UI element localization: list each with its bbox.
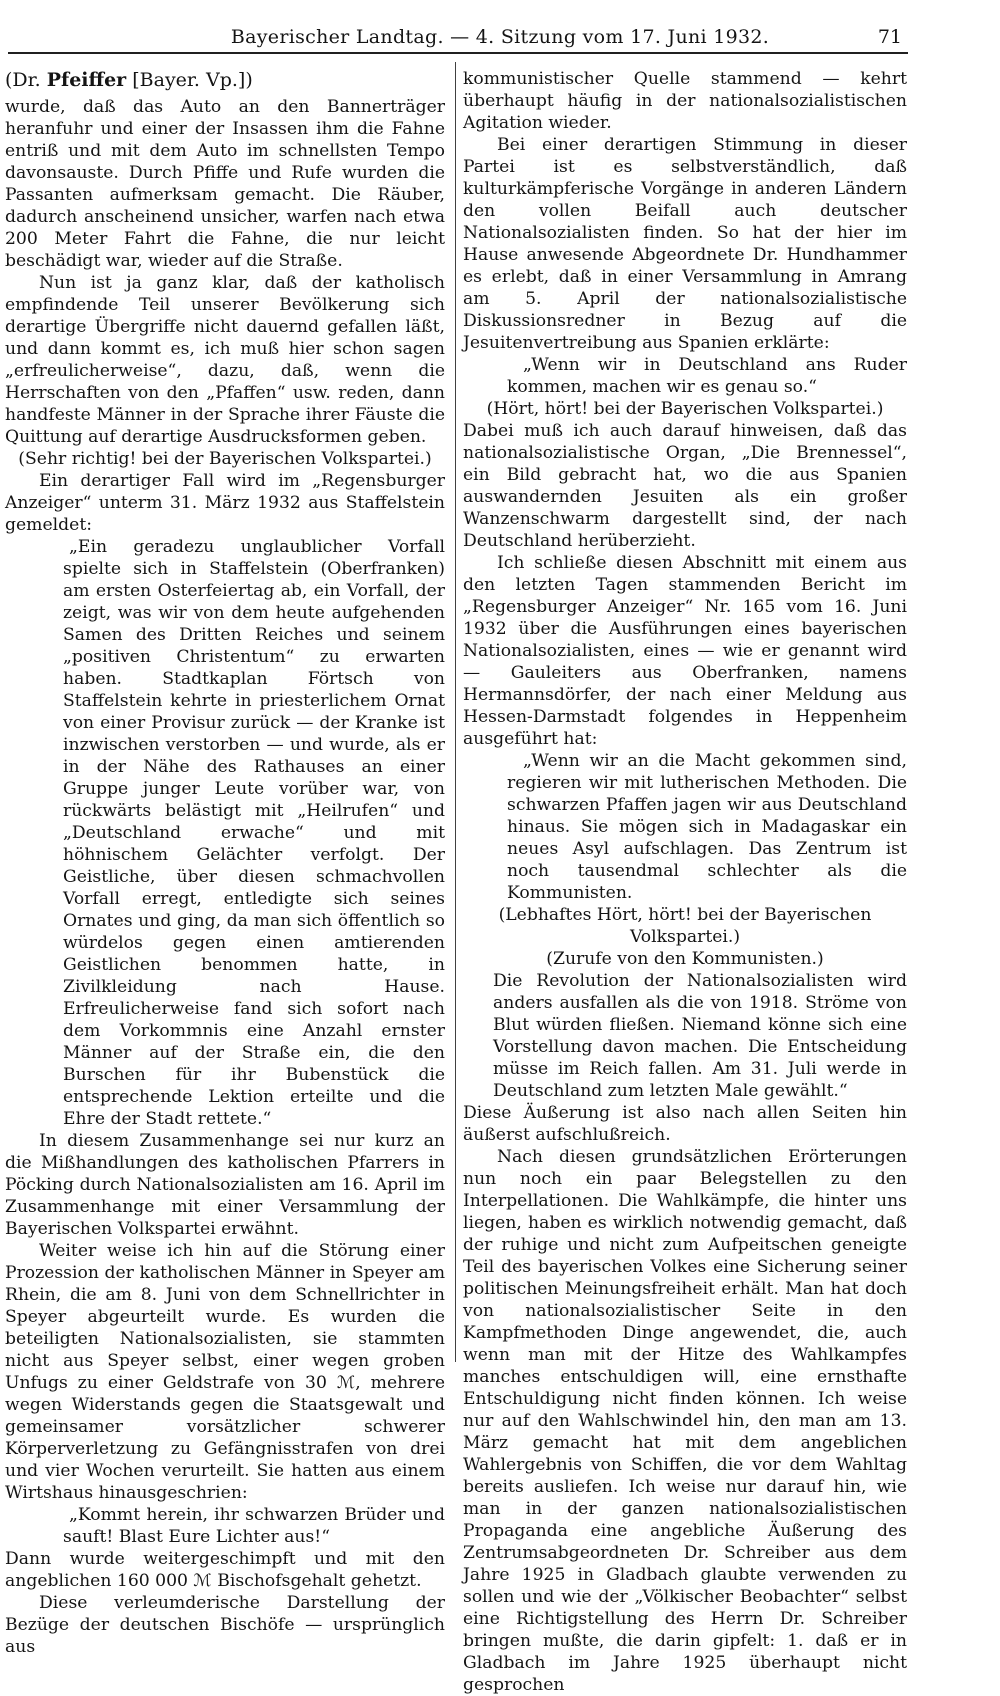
interjection: (Sehr richtig! bei der Bayerischen Volkspartei.) bbox=[18, 449, 432, 469]
paragraph: In diesem Zusammenhange sei nur kurz an die Mißhandlungen des katholischen Pfarrers in Pöcking durch Nationalsozialisten am 16. April im Zusammenhange mit einer Versammlung der Bayerischen Volkspartei erwähnt. bbox=[5, 1131, 445, 1239]
quotation: „Wenn wir an die Macht gekommen sind, regieren wir mit lutherischen Methoden. Die schwarzen Pfaffen jagen wir aus Deutschland hinaus. Sie mögen sich in Madagaskar ein neues Asyl aufschlagen. Das Zentrum ist noch tausendmal schlechter als die Kommunisten. bbox=[507, 751, 907, 903]
paragraph: Ich schließe diesen Abschnitt mit einem aus den letzten Tagen stammenden Bericht im „Regensburger Anzeiger“ Nr. 165 vom 16. Juni 1932 über die Ausführungen eines bayerischen Nationalsozialisten, eines — wie er genannt wird — Gauleiters aus Oberfranken, namens Hermannsdörfer, der nach einer Meldung aus Hessen-Darmstadt folgendes in Heppenheim ausgeführt hat: bbox=[463, 553, 907, 749]
paragraph: Dabei muß ich auch darauf hinweisen, daß das nationalsozialistische Organ, „Die Brennessel“, ein Bild gebracht hat, wo die aus Spanien auswandernden Jesuiten als ein großer Wanzenschwarm dargestellt sind, der nach Deutschland herüberzieht. bbox=[463, 421, 907, 551]
speaker-party: [Bayer. Vp.]) bbox=[132, 69, 253, 91]
interjection: (Lebhaftes Hört, hört! bei der Bayerischen Volkspartei.) bbox=[498, 905, 872, 947]
paragraph: wurde, daß das Auto an den Bannerträger heranfuhr und einer der Insassen ihm die Fahne entriß und mit dem Auto im schnellsten Tempo davonsauste. Durch Pfiffe und Rufe wurden die Passanten aufmerksam gemacht. Die Räuber, dadurch anscheinend unsicher, warfen nach etwa 200 Meter Fahrt die Fahne, die nur leicht beschädigt war, wieder auf die Straße. bbox=[5, 97, 445, 271]
paragraph: Weiter weise ich hin auf die Störung einer Prozession der katholischen Männer in Speyer am Rhein, die am 8. Juni von dem Schnellrichter in Speyer abgeurteilt wurde. Es wurden die beteiligten Nationalsozialisten, sie stammten nicht aus Speyer selbst, einer wegen groben Unfugs zu einer Geldstrafe von 30 ℳ, mehrere wegen Widerstands gegen die Staatsgewalt und gemeinsamer vorsätzlicher schwerer Körperverletzung zu Gefängnisstrafen von drei und vier Wochen verurteilt. Sie hatten aus einem Wirtshaus hinausgeschrien: bbox=[5, 1241, 445, 1503]
header-rule bbox=[8, 52, 908, 54]
interjection: (Zurufe von den Kommunisten.) bbox=[546, 949, 824, 969]
column-divider bbox=[455, 62, 456, 1362]
paragraph: Diese Äußerung ist also nach allen Seiten hin äußerst aufschlußreich. bbox=[463, 1103, 907, 1145]
quotation: „Kommt herein, ihr schwarzen Brüder und sauft! Blast Eure Lichter aus!“ bbox=[63, 1505, 445, 1547]
interjection: (Hört, hört! bei der Bayerischen Volkspartei.) bbox=[486, 399, 884, 419]
quotation: „Ein geradezu unglaublicher Vorfall spielte sich in Staffelstein (Oberfranken) am ersten Osterfeiertag ab, ein Vorfall, der zeigt, was wir von dem heute aufgehenden Samen des Dritten Reiches und seinem „positiven Christentum“ zu erwarten haben. Stadtkaplan Förtsch von Staffelstein kehrte in priesterlichem Ornat von einer Provisur zurück — der Kranke ist inzwischen verstorben — und wurde, als er in der Nähe des Rathauses an einer Gruppe junger Leute vorüber war, von rückwärts belästigt mit „Heilrufen“ und „Deutschland erwache“ und mit höhnischem Gelächter verfolgt. Der Geistliche, über diesen schmachvollen Vorfall erregt, entledigte sich seines Ornates und ging, da man sich öffentlich so würdelos gegen einen amtierenden Geistlichen benommen hatte, in Zivilkleidung nach Hause. Erfreulicherweise fand sich sofort nach dem Vorkommnis eine Anzahl ernster Männer auf der Straße ein, die den Burschen für ihr Bubenstück die entsprechende Lektion erteilte und die Ehre der Stadt rettete.“ bbox=[63, 537, 445, 1129]
left-column bbox=[5, 68, 445, 1657]
speaker-prefix: (Dr. bbox=[5, 69, 41, 91]
right-column bbox=[463, 68, 907, 1695]
running-header bbox=[0, 22, 1000, 52]
speaker-line bbox=[5, 68, 445, 92]
header-title: Bayerischer Landtag. — 4. Sitzung vom 17. Juni 1932. bbox=[230, 26, 770, 48]
paragraph: Diese verleumderische Darstellung der Bezüge der deutschen Bischöfe — ursprünglich aus bbox=[5, 1593, 445, 1657]
page-number: 71 bbox=[877, 26, 902, 48]
paragraph: kommunistischer Quelle stammend — kehrt überhaupt häufig in der nationalsozialistischen Agitation wieder. bbox=[463, 69, 907, 133]
paragraph: Dann wurde weitergeschimpft und mit den angeblichen 160 000 ℳ Bischofsgehalt gehetzt. bbox=[5, 1549, 445, 1591]
speaker-name: Pfeiffer bbox=[46, 69, 127, 91]
quotation: Die Revolution der Nationalsozialisten wird anders ausfallen als die von 1918. Ströme von Blut würden fließen. Niemand könne sich eine Vorstellung davon machen. Die Entscheidung müsse im Reich fallen. Am 31. Juli werde in Deutschland zum letzten Male gewählt.“ bbox=[493, 971, 907, 1101]
paragraph: Bei einer derartigen Stimmung in dieser Partei ist es selbstverständlich, daß kulturkämpferische Vorgänge in anderen Ländern den vollen Beifall auch deutscher Nationalsozialisten finden. So hat der hier im Hause anwesende Abgeordnete Dr. Hundhammer es erlebt, daß in einer Versammlung in Amrang am 5. April der nationalsozialistische Diskussionsredner in Bezug auf die Jesuitenvertreibung aus Spanien erklärte: bbox=[463, 135, 907, 353]
paragraph: Nach diesen grundsätzlichen Erörterungen nun noch ein paar Belegstellen zu den Interpellationen. Die Wahlkämpfe, die hinter uns liegen, haben es wirklich notwendig gemacht, daß der ruhige und nicht zum Aufpeitschen geneigte Teil des bayerischen Volkes eine Sicherung seiner politischen Meinungsfreiheit erhält. Man hat doch von nationalsozialistischer Seite in den Kampfmethoden Dinge angewendet, die, auch wenn man mit der Hitze des Wahlkampfes manches entschuldigen will, eine ernsthafte Entschuldigung nicht finden können. Ich weise nur auf den Wahlschwindel hin, den man am 13. März gemacht hat mit dem angeblichen Wahlergebnis von Schiffen, die vor dem Wahltag bereits ausliefen. Ich weise nur darauf hin, wie man in der ganzen nationalsozialistischen Propaganda eine angebliche Äußerung des Zentrumsabgeordneten Dr. Schreiber aus dem Jahre 1925 in Gladbach glaubte verwenden zu sollen und wie der „Völkischer Beobachter“ selbst eine Richtigstellung des Herrn Dr. Schreiber bringen mußte, die darin gipfelt: 1. daß er in Gladbach im Jahre 1925 überhaupt nicht gesprochen bbox=[463, 1147, 907, 1695]
quotation: „Wenn wir in Deutschland ans Ruder kommen, machen wir es genau so.“ bbox=[507, 355, 907, 397]
paragraph: Nun ist ja ganz klar, daß der katholisch empfindende Teil unserer Bevölkerung sich derartige Übergriffe nicht dauernd gefallen läßt, und dann kommt es, ich muß hier schon sagen „erfreulicherweise“, dazu, daß, wenn die Herrschaften von den „Pfaffen“ usw. reden, dann handfeste Männer in der Sprache ihrer Fäuste die Quittung auf derartige Ausdrucksformen geben. bbox=[5, 273, 445, 447]
paragraph: Ein derartiger Fall wird im „Regensburger Anzeiger“ unterm 31. März 1932 aus Staffelstein gemeldet: bbox=[5, 471, 445, 535]
